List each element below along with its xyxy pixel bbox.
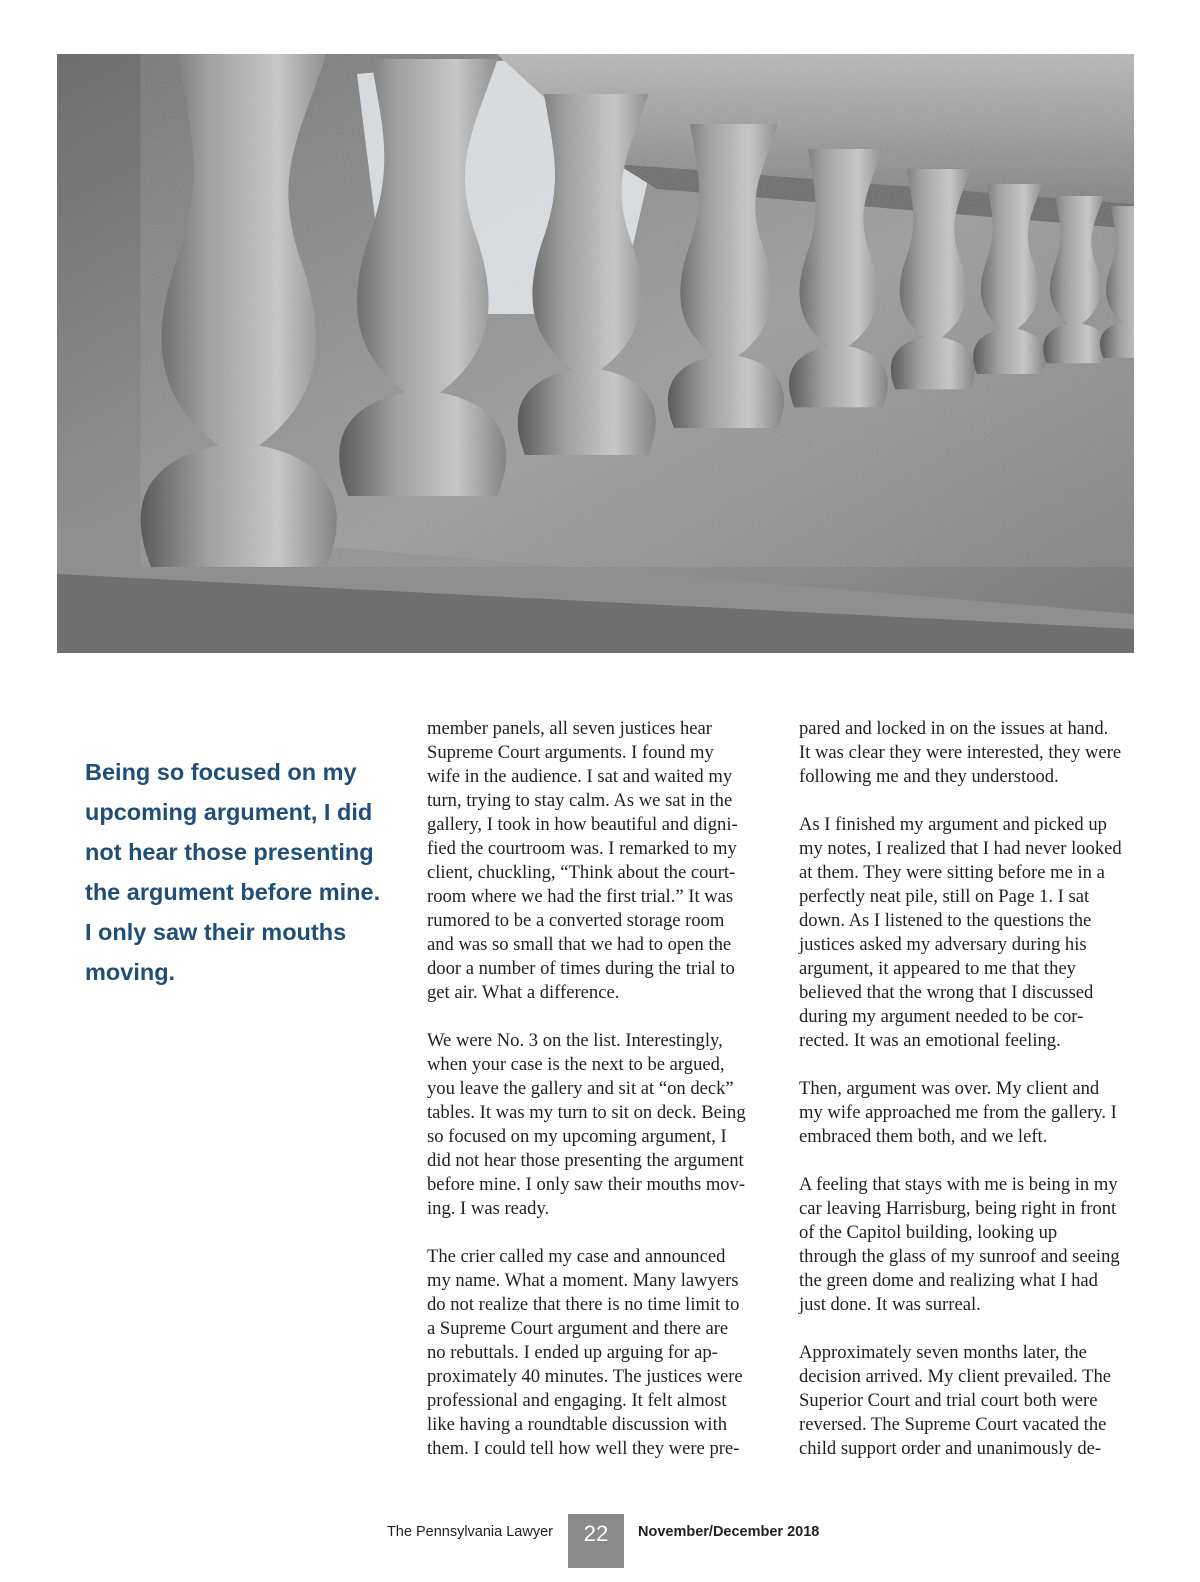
paragraph: Approximately seven months later, the decision arrived. My client prevailed. The Superior Court and trial court both were reversed. The Supreme Court vacated the child support order and unanimously de-	[799, 1342, 1112, 1459]
paragraph: pared and locked in on the issues at hand. It was clear they were interested, they were following me and they understood.	[799, 718, 1122, 787]
balusters-photo	[57, 54, 1134, 653]
page-number: 22	[568, 1514, 624, 1568]
page-footer	[0, 1514, 1200, 1568]
issue-date: November/December 2018	[638, 1524, 820, 1540]
publication-name: The Pennsylvania Lawyer	[386, 1524, 553, 1540]
paragraph: A feeling that stays with me is being in my car leaving Harrisburg, being right in front of the Capitol building, looking up through the glass of my sunroof and seeing the green dome and realizing what I had just done. It was surreal.	[799, 1174, 1120, 1315]
paragraph: member panels, all seven justices hear Supreme Court arguments. I found my wife in the audience. I sat and waited my turn, trying to stay calm. As we sat in the gallery, I took in how beautiful and digni- fied the courtroom was. I remarked to my client, chuckling, “Think about the court- room where we had the first trial.” It was rumored to be a converted storage room and was so small that we had to open the door a number of times during the trial to get air. What a difference.	[427, 718, 738, 1003]
article-column-2	[799, 717, 1139, 1461]
balusters-illustration	[57, 54, 1134, 653]
paragraph: We were No. 3 on the list. Interestingly, when your case is the next to be argued, you leave the gallery and sit at “on deck” tables. It was my turn to sit on deck. Being so focused on my upcoming argument, I did not hear those presenting the argument before mine. I only saw their mouths mov- ing. I was ready.	[427, 1030, 746, 1219]
paragraph: Then, argument was over. My client and my wife approached me from the gallery. I embraced them both, and we left.	[799, 1078, 1117, 1147]
paragraph: The crier called my case and announced my name. What a moment. Many lawyers do not realize that there is no time limit to a Supreme Court argument and there are no rebuttals. I ended up arguing for ap- proximately 40 minutes. The justices were professional and engaging. It felt almost like having a roundtable discussion with them. I could tell how well they were pre-	[427, 1246, 743, 1459]
paragraph: As I finished my argument and picked up my notes, I realized that I had never looked at them. They were sitting before me in a perfectly neat pile, still on Page 1. I sat down. As I listened to the questions the justices asked my adversary during his argument, it appeared to me that they believed that the wrong that I discussed during my argument needed to be cor- rected. It was an emotional feeling.	[799, 814, 1122, 1051]
article-column-1	[427, 717, 767, 1461]
pull-quote: Being so focused on my upcoming argument, I did not hear those presenting the argument before mine. I only saw their mouths moving.	[85, 759, 381, 985]
